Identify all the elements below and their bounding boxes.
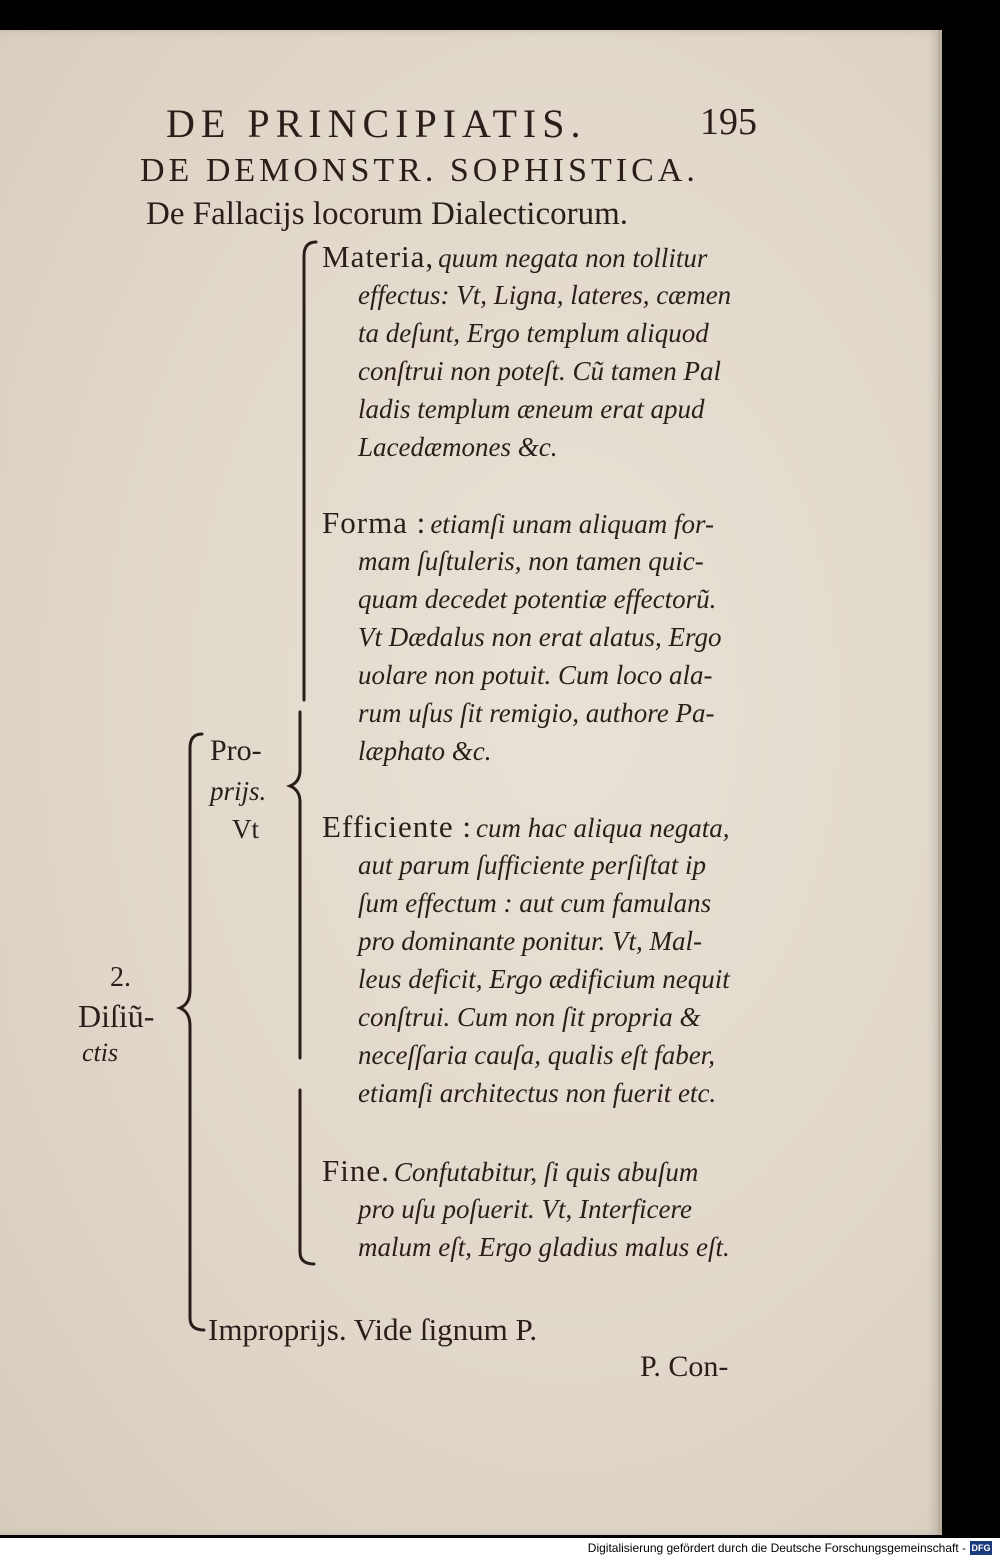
propriis-line1: Pro- <box>210 734 262 767</box>
propriis-line3: Vt <box>232 814 259 844</box>
entry-line: rum uſus ſit remigio, authore Pa- <box>358 698 715 728</box>
entry-efficiente <box>322 808 762 1112</box>
main-brace <box>290 242 316 1264</box>
entry-line: conſtrui. Cum non ſit propria & <box>358 1002 701 1032</box>
root-label-line1: Diſiũ- <box>78 998 155 1034</box>
footer-credit: Digitalisierung gefördert durch die Deutsche Forschungsgemeinschaft - <box>587 1541 966 1555</box>
root-label-line2: ctis <box>82 1038 119 1067</box>
entry-line: ſum effectum : aut cum famulans <box>358 888 712 918</box>
subsection-title: De Fallacijs locorum Dialecticorum. <box>146 196 629 232</box>
entry-line: pro uſu poſuerit. Vt, Interficere <box>358 1194 692 1224</box>
entry-line: conſtrui non poteſt. Cũ tamen Pal <box>358 356 721 386</box>
section-title: DE DEMONSTR. SOPHISTICA. <box>140 152 699 189</box>
entry-line: uolare non potuit. Cum loco ala- <box>358 660 713 690</box>
entry-fine <box>322 1152 762 1266</box>
entry-line: etiamſi unam aliquam for- <box>430 509 715 539</box>
entry-term: Materia, <box>322 239 435 274</box>
entry-line: cum hac aliqua negata, <box>476 813 730 843</box>
dfg-logo-icon[interactable]: DFG <box>971 1543 991 1553</box>
entry-term: Efficiente : <box>322 809 473 844</box>
entry-materia <box>322 238 762 466</box>
entry-line: pro dominante ponitur. Vt, Mal- <box>358 926 702 956</box>
entry-line: quam decedet potentiæ effectorũ. <box>358 584 717 614</box>
entry-line: Vt Dædalus non erat alatus, Ergo <box>358 622 722 652</box>
propriis-line2: prijs. <box>210 776 267 806</box>
entry-line: malum eſt, Ergo gladius malus eſt. <box>358 1232 730 1262</box>
entry-line: Confutabitur, ſi quis abuſum <box>393 1157 699 1187</box>
entry-line: etiamſi architectus non fuerit etc. <box>358 1078 717 1108</box>
running-title: DE PRINCIPIATIS. <box>166 101 587 146</box>
entry-line: Lacedæmones &c. <box>358 432 558 462</box>
entry-line: læphato &c. <box>358 736 492 766</box>
entry-forma <box>322 504 762 770</box>
impropriis-line: Improprijs. Vide ſignum P. <box>208 1312 538 1347</box>
entry-term: Forma : <box>322 505 427 540</box>
catchword: P. Con- <box>640 1350 729 1383</box>
page-number: 195 <box>700 101 757 143</box>
entry-line: ta deſunt, Ergo templum aliquod <box>358 318 709 348</box>
entry-line: effectus: Vt, Ligna, lateres, cæmen <box>358 280 732 310</box>
entry-term: Fine. <box>322 1153 390 1188</box>
root-number: 2. <box>110 962 131 993</box>
entry-line: leus deficit, Ergo ædificium nequit <box>358 964 730 994</box>
entry-line: quum negata non tollitur <box>438 243 708 273</box>
entry-line: aut parum ſufficiente perſiſtat ip <box>358 850 706 880</box>
propriis-brace <box>180 734 204 1330</box>
entry-line: neceſſaria cauſa, qualis eſt faber, <box>358 1040 715 1070</box>
entry-line: ladis templum æneum erat apud <box>358 394 705 424</box>
entry-line: mam ſuſtuleris, non tamen quic- <box>358 546 704 576</box>
